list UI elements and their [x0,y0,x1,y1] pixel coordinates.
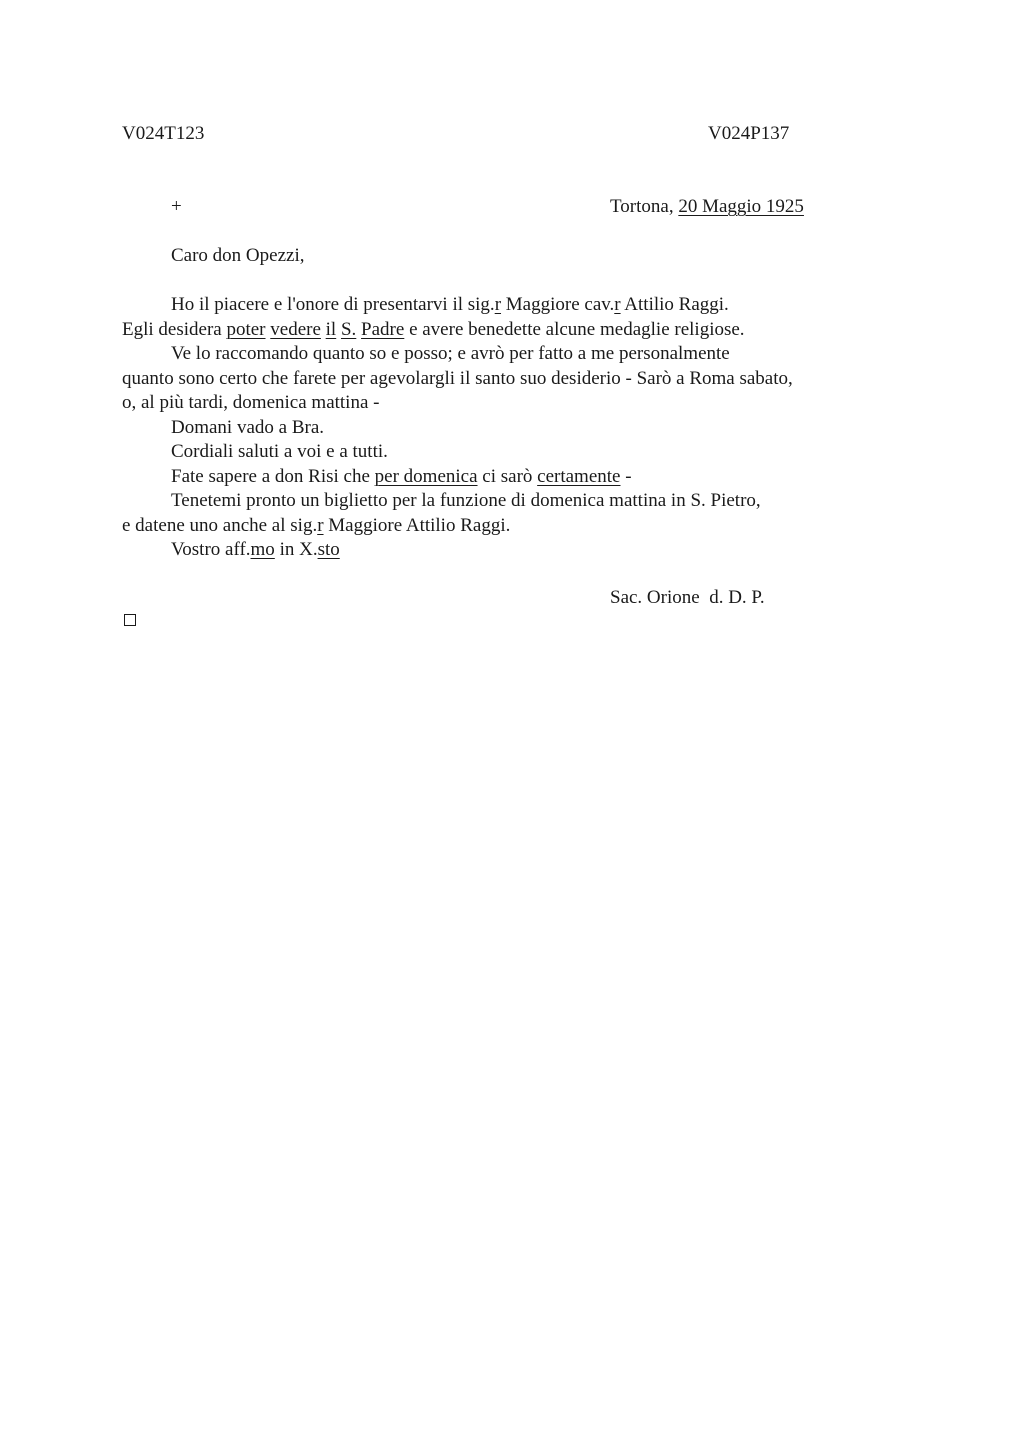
header-right-code: V024P137 [708,123,790,144]
text-segment: e avere benedette alcune medaglie religiose. [404,318,745,340]
date-line [610,195,804,219]
place: Tortona, [610,196,679,217]
text-segment: Maggiore Attilio Raggi. [323,514,511,536]
underlined-segment: sto [317,539,340,560]
cross-mark: + [171,196,182,217]
body-line-5: o, al più tardi, domenica mattina - [122,392,380,413]
letter-body [122,293,882,563]
text-segment: Maggiore cav. [501,294,615,315]
letter-date: 20 Maggio 1925 [678,196,804,217]
text-segment: Egli desidera [122,318,227,340]
header-left-code: V024T123 [122,123,205,144]
underlined-segment: il [325,318,337,340]
underlined-segment: poter [226,318,266,340]
body-line-1 [122,293,882,318]
body-line-2 [122,318,882,343]
underlined-segment: vedere [270,318,321,340]
signature: Sac. Orione d. D. P. [610,587,765,608]
underlined-segment: r [614,294,621,315]
end-box-icon [124,614,136,626]
text-segment: in X. [274,539,318,560]
closing-line [122,538,882,563]
text-segment: Fate sapere a don Risi che [171,465,375,487]
text-segment: Ho il piacere e l'onore di presentarvi il sig. [171,294,495,315]
text-segment: - [620,465,632,487]
text-segment: ci sarò [477,465,538,487]
body-line-6: Domani vado a Bra. [171,416,325,438]
body-line-9: Tenetemi pronto un biglietto per la funzione di domenica mattina in S. Pietro, [171,490,761,511]
underlined-segment: mo [250,539,275,560]
underlined-segment: certamente [537,465,621,487]
body-line-4: quanto sono certo che farete per agevolargli il santo suo desiderio - Sarò a Roma sabato, [122,367,793,389]
underlined-segment: S. [340,318,357,340]
body-line-10 [122,514,882,539]
body-line-8 [122,465,882,490]
text-segment: Attilio Raggi. [620,294,729,315]
body-line-3: Ve lo raccomando quanto so e posso; e avrò per fatto a me personalmente [171,343,730,364]
underlined-segment: per domenica [374,465,478,487]
salutation: Caro don Opezzi, [171,245,305,266]
body-line-7: Cordiali saluti a voi e a tutti. [171,441,388,462]
text-segment: Vostro aff. [171,539,251,560]
underlined-segment: r [317,514,324,536]
underlined-segment: Padre [361,318,405,340]
underlined-segment: r [494,294,502,315]
text-segment: e datene uno anche al sig. [122,514,318,536]
